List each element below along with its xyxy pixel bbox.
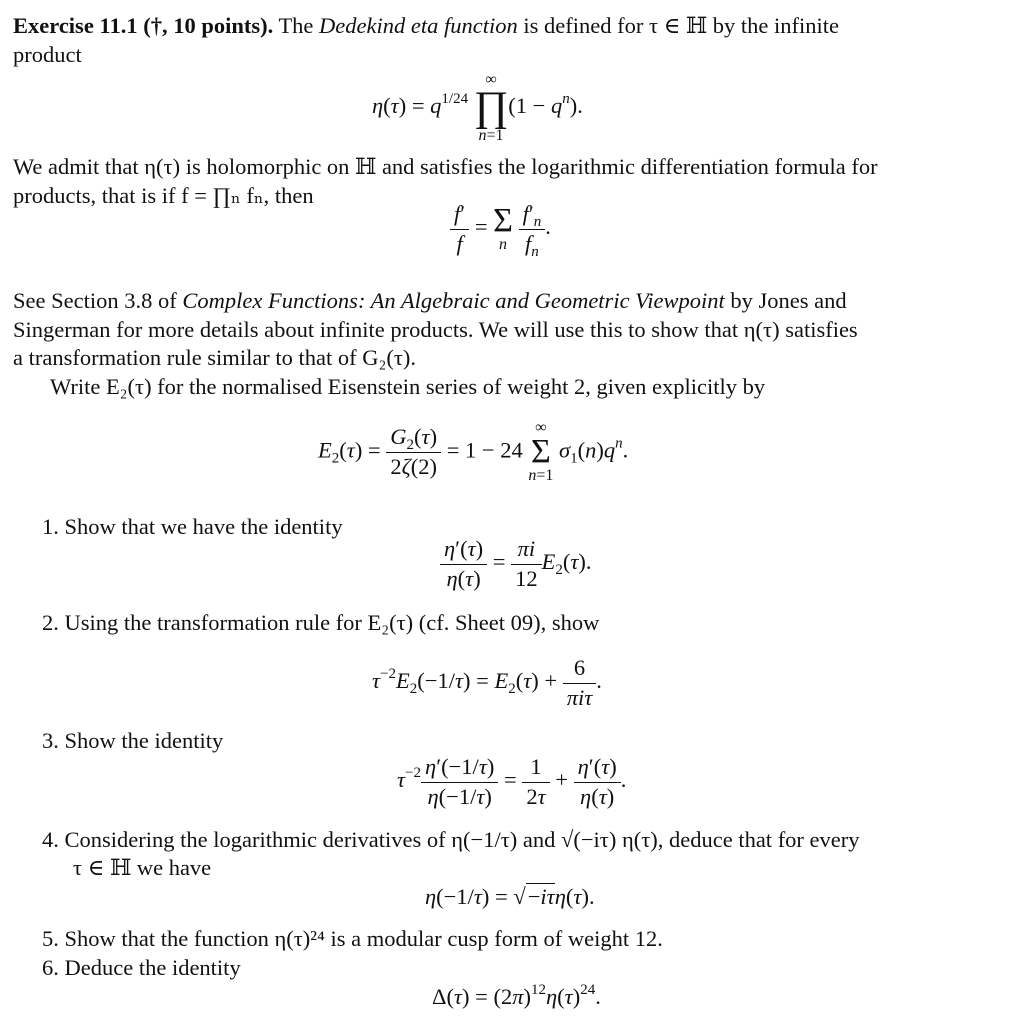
exercise-meta: (†, 10 points). (143, 13, 274, 38)
para2-line3: a transformation rule similar to that of G₂(τ). (13, 345, 417, 370)
item-4-text2: τ ∈ ℍ we have (73, 855, 212, 880)
item-5-number: 5. (42, 926, 59, 951)
item-6 (42, 957, 241, 980)
formula-e2: $E_2(\tau)$ = $\frac{G_2(\tau)}{2\zeta(2)}$ = 1 − 24 ∞ Σ n=1 $\sigma_1(n)q^n$. (318, 419, 629, 485)
exercise-title: Exercise 11.1 (13, 13, 138, 38)
item-1-number: 1. (42, 514, 59, 539)
item-1 (42, 516, 343, 539)
para2-see-section: See Section 3.8 of (13, 288, 177, 313)
item-4 (42, 829, 860, 852)
item-5-text: Show that the function η(τ)²⁴ is a modular cusp form of weight 12. (64, 926, 663, 951)
exercise-header-line (13, 15, 839, 38)
para2-line4: Write E₂(τ) for the normalised Eisenstein series of weight 2, given explicitly by (50, 374, 766, 399)
item-2 (42, 612, 599, 635)
item-3 (42, 730, 223, 753)
para1-line2: products, that is if f = ∏ₙ fₙ, then (13, 183, 314, 208)
formula-item-4: η(−1/τ) = √−iτη(τ). (425, 884, 595, 909)
dedekind-term: Dedekind eta function (319, 13, 518, 38)
para2-line2: Singerman for more details about infinite products. We will use this to show that η(τ) satisfies (13, 317, 858, 342)
intro-line-2: product (13, 42, 82, 67)
para1-line1: We admit that η(τ) is holomorphic on ℍ and satisfies the logarithmic differentiation formula for (13, 154, 878, 179)
formula-item-3: $\tau^{-2}$ $\frac{\eta'(-1/\tau)}{\eta(-1/\tau)}$ = $\frac{1}{2\tau}$ + $\frac{\eta'(\tau)}{\eta(\tau)}$ . (397, 754, 627, 809)
formula-item-6: $\Delta(\tau) = (2\pi)^{12}\eta(\tau)^{24}$. (432, 982, 601, 1009)
intro-b: is defined for τ ∈ ℍ by the infinite (523, 13, 840, 38)
formula-item-1: $\frac{\eta'(\tau)}{\eta(\tau)}$ = $\frac{\pi i}{12}$ $E_2(\tau)$. (440, 538, 592, 590)
item-4-number: 4. (42, 827, 59, 852)
formula-eta: $\eta(\tau) = q^{1/24}$ ∞ ∏ n=1 $(1 - q^n)$. (372, 71, 583, 144)
formula-item-2: $\tau^{-2}E_2(-1/\tau) = E_2(\tau)$ + $\frac{6}{\text{πiτ}}$ . (372, 655, 602, 710)
intro-a: The (278, 13, 314, 38)
item-6-number: 6. (42, 955, 59, 980)
item-2-number: 2. (42, 610, 59, 635)
item-1-text: Show that we have the identity (64, 514, 343, 539)
item-5 (42, 928, 663, 951)
para2-line1 (13, 290, 847, 313)
item-3-number: 3. (42, 728, 59, 753)
book-title: Complex Functions: An Algebraic and Geometric Viewpoint (182, 288, 725, 313)
item-2-text: Using the transformation rule for E₂(τ) (cf. Sheet 09), show (64, 610, 600, 635)
para2-authors: by Jones and (730, 288, 847, 313)
item-4-text: Considering the logarithmic derivatives of η(−1/τ) and √(−iτ) η(τ), deduce that for every (64, 827, 860, 852)
formula-logdiff: $\frac{f'}{f}$ = Σ n $\frac{f'_n}{f_n}$ . (450, 203, 551, 255)
item-3-text: Show the identity (64, 728, 224, 753)
item-6-text: Deduce the identity (64, 955, 241, 980)
